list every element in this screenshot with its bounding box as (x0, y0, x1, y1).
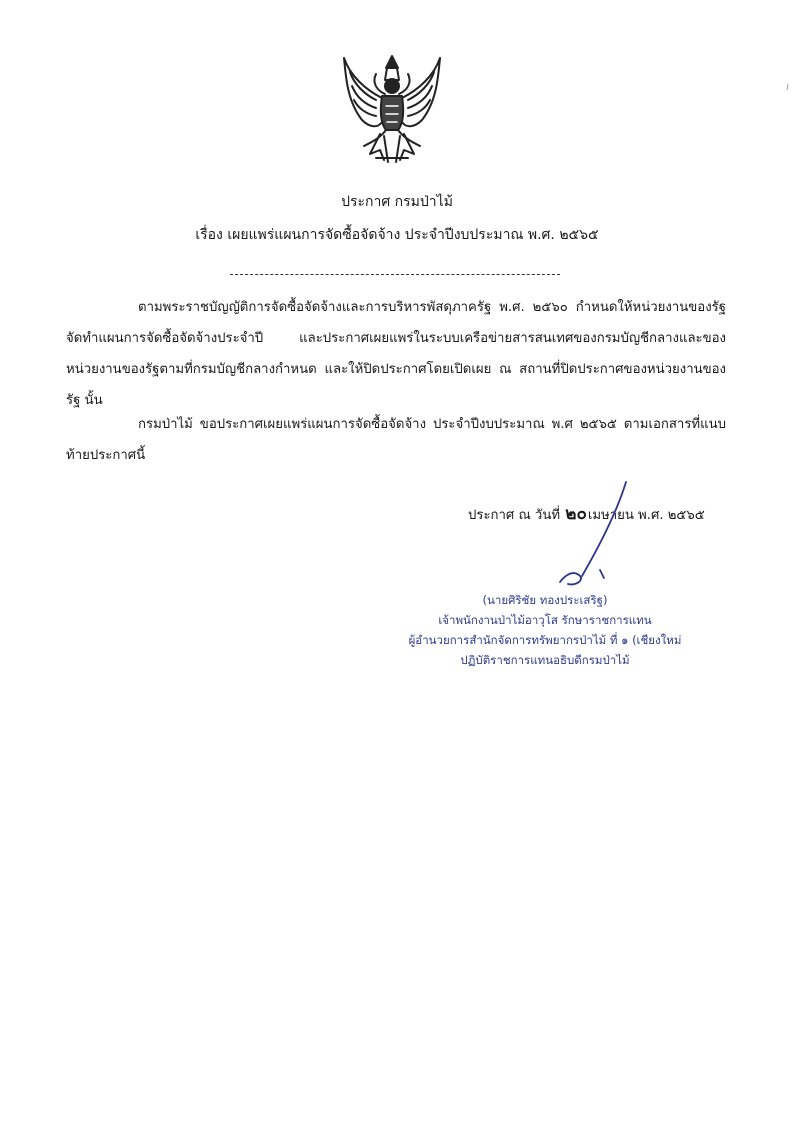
signatory-position-3: ปฏิบัติราชการแทนอธิบดีกรมป่าไม้ (460, 653, 630, 667)
signatory-position-2: ผู้อำนวยการสำนักจัดการทรัพยากรป่าไม้ ที่ ๑ (เชียงใหม่ (408, 633, 682, 647)
body-paragraph-1: ตามพระราชบัญญัติการจัดซื้อจัดจ้างและการบริหารพัสดุภาครัฐ พ.ศ. ๒๕๖๐ กำหนดให้หน่วยงานของรัฐจัดทำแผนการจัดซื้อจัดจ้างประจำปี และประกาศเผยแพร่ในระบบเครือข่ายสารสนเทศของกรมบัญชีกลางและของหน่วยงานของรัฐตามที่กรมบัญชีกลางกำหนด และให้ปิดประกาศโดยเปิดเผย ณ สถานที่ปิดประกาศของหน่วยงานของรัฐ นั้น (66, 300, 726, 408)
signatory-name: (นายศิริชัย ทองประเสริฐ) (482, 593, 608, 607)
date-month-year: เมษายน พ.ศ. ๒๕๖๕ (587, 508, 705, 523)
body-paragraph-2: กรมป่าไม้ ขอประกาศเผยแพร่แผนการจัดซื้อจัดจ้าง ประจำปีงบประมาณ พ.ศ ๒๕๖๕ ตามเอกสารที่แนบท้ายประกาศนี้ (66, 417, 726, 463)
date-prefix: ประกาศ ณ วันที่ (468, 508, 561, 523)
date-day: ๒๐ (565, 504, 587, 524)
stray-mark-icon (786, 84, 789, 90)
dashed-divider (230, 274, 560, 275)
garuda-emblem-icon (336, 50, 448, 168)
handwritten-signature-icon (500, 478, 640, 588)
signatory-block (380, 590, 710, 670)
signatory-position-1: เจ้าพนักงานป่าไม้อาวุโส รักษาราชการแทน (438, 613, 652, 627)
announcement-title: ประกาศ กรมป่าไม้ (341, 194, 453, 210)
announcement-subject: เรื่อง เผยแพร่แผนการจัดซื้อจัดจ้าง ประจำปีงบประมาณ พ.ศ. ๒๕๖๕ (195, 227, 599, 243)
